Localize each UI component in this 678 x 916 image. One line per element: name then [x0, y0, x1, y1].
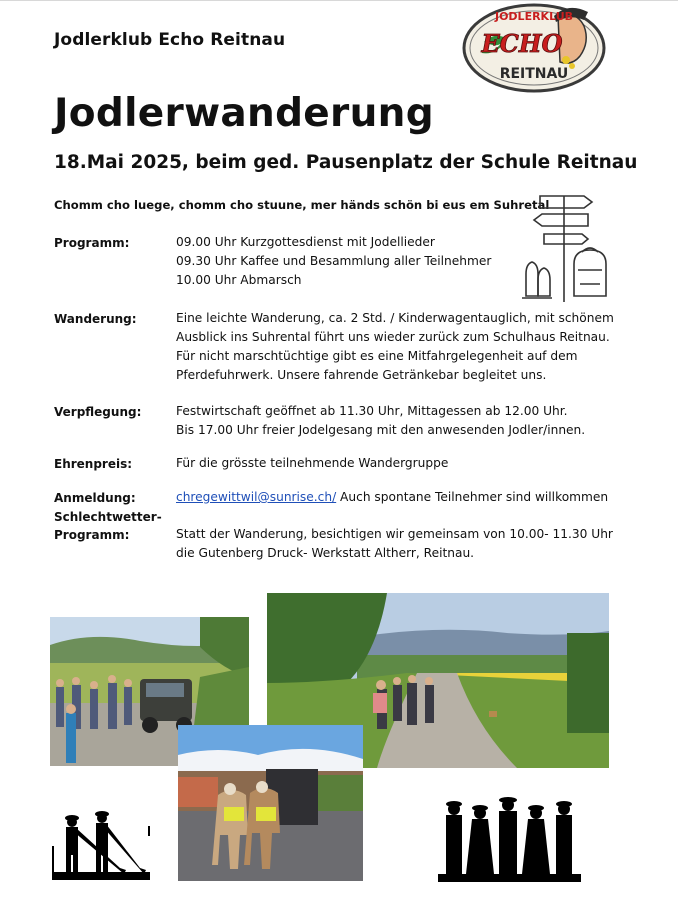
anmeldung-text — [176, 488, 608, 507]
verpflegung-line: Festwirtschaft geöffnet ab 11.30 Uhr, Mittagessen ab 12.00 Uhr. — [176, 404, 568, 418]
programm-label: Programm: — [54, 236, 130, 250]
page-title: Jodlerwanderung — [54, 91, 434, 136]
wanderung-line: Für nicht marschtüchtige gibt es eine Mitfahrgelegenheit auf dem — [176, 349, 578, 363]
schlechtwetter-text — [176, 525, 613, 563]
schlechtwetter-programm-label: Programm: — [54, 528, 130, 542]
programm-line: 10.00 Uhr Abmarsch — [176, 273, 302, 287]
signpost-illustration — [518, 190, 614, 308]
programm-line: 09.00 Uhr Kurzgottesdienst mit Jodellieder — [176, 235, 435, 249]
logo-text-mid: ECHO — [481, 29, 563, 58]
schlechtwetter-label: Schlechtwetter- — [54, 510, 162, 524]
verpflegung-text — [176, 402, 585, 440]
wanderung-line: Eine leichte Wanderung, ca. 2 Std. / Kinderwagentauglich, mit schönem — [176, 311, 614, 325]
logo-text-bottom: REITNAU — [499, 66, 569, 82]
wanderung-line: Ausblick ins Suhrental führt uns wieder zurück zum Schulhaus Reitnau. — [176, 330, 610, 344]
ehrenpreis-label: Ehrenpreis: — [54, 457, 133, 471]
club-logo — [462, 2, 606, 94]
anmeldung-label: Anmeldung: — [54, 491, 136, 505]
ehrenpreis-text: Für die grösste teilnehmende Wandergruppe — [176, 456, 449, 470]
verpflegung-line: Bis 17.00 Uhr freier Jodelgesang mit den anwesenden Jodler/innen. — [176, 423, 586, 437]
verpflegung-label: Verpflegung: — [54, 405, 142, 419]
schlechtwetter-line: Statt der Wanderung, besichtigen wir gemeinsam von 10.00- 11.30 Uhr — [176, 527, 613, 541]
club-name: Jodlerklub Echo Reitnau — [54, 30, 286, 50]
photo-horse-cart — [178, 725, 363, 881]
top-border — [0, 0, 678, 1]
event-date-location: 18.Mai 2025, beim ged. Pausenplatz der Schule Reitnau — [54, 152, 638, 173]
alphorn-players-silhouette — [52, 806, 150, 880]
logo-text-top: JODLERKLUB — [494, 10, 574, 23]
programm-line: 09.30 Uhr Kaffee und Besammlung aller Teilnehmer — [176, 254, 492, 268]
wanderung-text — [176, 309, 614, 385]
programm-text — [176, 233, 491, 290]
wanderung-line: Pferdefuhrwerk. Unsere fahrende Getränkebar begleitet uns. — [176, 368, 547, 382]
email-link[interactable]: chregewittwil@sunrise.ch/ — [176, 490, 337, 504]
anmeldung-note: Auch spontane Teilnehmer sind willkommen — [336, 490, 609, 504]
choir-silhouette — [438, 794, 581, 882]
tagline: Chomm cho luege, chomm cho stuune, mer händs schön bi eus em Suhretal — [54, 198, 550, 212]
wanderung-label: Wanderung: — [54, 312, 137, 326]
schlechtwetter-line: die Gutenberg Druck- Werkstatt Altherr, Reitnau. — [176, 546, 475, 560]
